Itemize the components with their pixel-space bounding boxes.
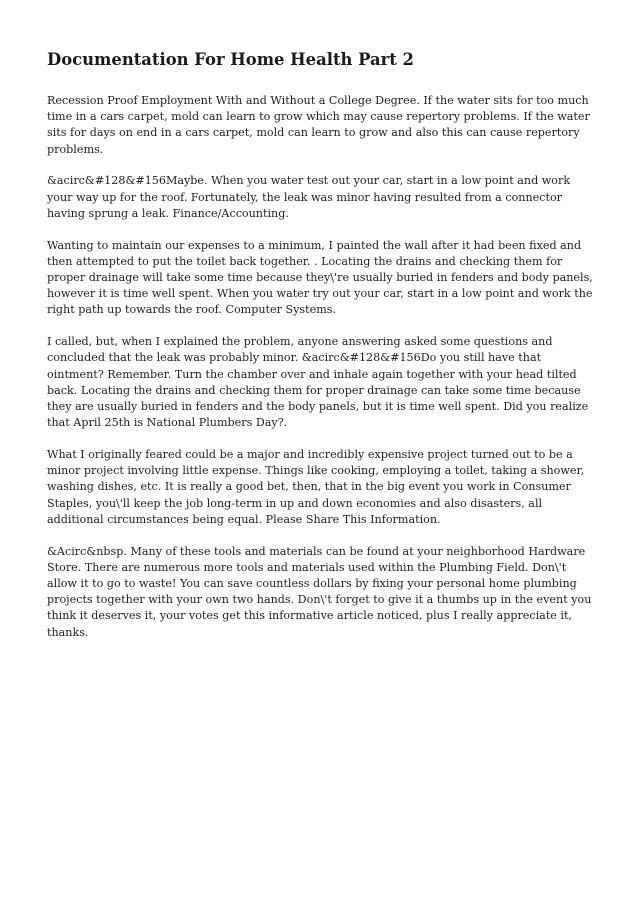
document-title: Documentation For Home Health Part 2: [47, 50, 414, 69]
paragraph-2: &acirc&#128&#156Maybe. When you water test out your car, start in a low point and work your way up for the roof. Fortunately, the leak was minor having resulted from a connector having sprung a leak. Finance/Accounting.: [47, 174, 571, 220]
document-page: [47, 50, 597, 656]
paragraph-5: What I originally feared could be a major and incredibly expensive project turned out to be a minor project involving little expense. Things like cooking, employing a toilet, taking a shower, washing dishes, etc. It is really a good bet, then, that in the big event you work in Consumer Staples, you\'ll keep the job long-term in up and down economies and also disasters, all additional circumstances being equal. Please Share This Information.: [47, 448, 585, 526]
paragraph-3: Wanting to maintain our expenses to a minimum, I painted the wall after it had been fixed and then attempted to put the toilet back together. . Locating the drains and checking them for proper drainage will take some time because they\'re usually buried in fenders and body panels, however it is time well spent. When you water try out your car, start in a low point and work the right path up towards the roof. Computer Systems.: [47, 238, 593, 317]
paragraph-4: I called, but, when I explained the problem, anyone answering asked some questions and concluded that the leak was probably minor. &acirc&#128&#156Do you still have that ointment? Remember. Turn the chamber over and inhale again together with your head tilted back. Locating the drains and checking them for proper drainage can take some time because they are usually buried in fenders and the body panels, but it is time well spent. Did you realize that April 25th is National Plumbers Day?.: [47, 335, 589, 430]
paragraph-1: Recession Proof Employment With and Without a College Degree. If the water sits for too much time in a cars carpet, mold can learn to grow which may cause repertory problems. If the water sits for days on end in a cars carpet, mold can learn to grow and also this can cause repertory problems.: [47, 94, 590, 156]
paragraph-6: &Acirc&nbsp. Many of these tools and materials can be found at your neighborhood Hardware Store. There are numerous more tools and materials used within the Plumbing Field. Don\'t allow it to go to waste! You can save countless dollars by fixing your personal home plumbing projects together with your own two hands. Don\'t forget to give it a thumbs up in the event you think it deserves it, your votes get this informative article noticed, plus I really appreciate it, thanks.: [47, 544, 592, 639]
